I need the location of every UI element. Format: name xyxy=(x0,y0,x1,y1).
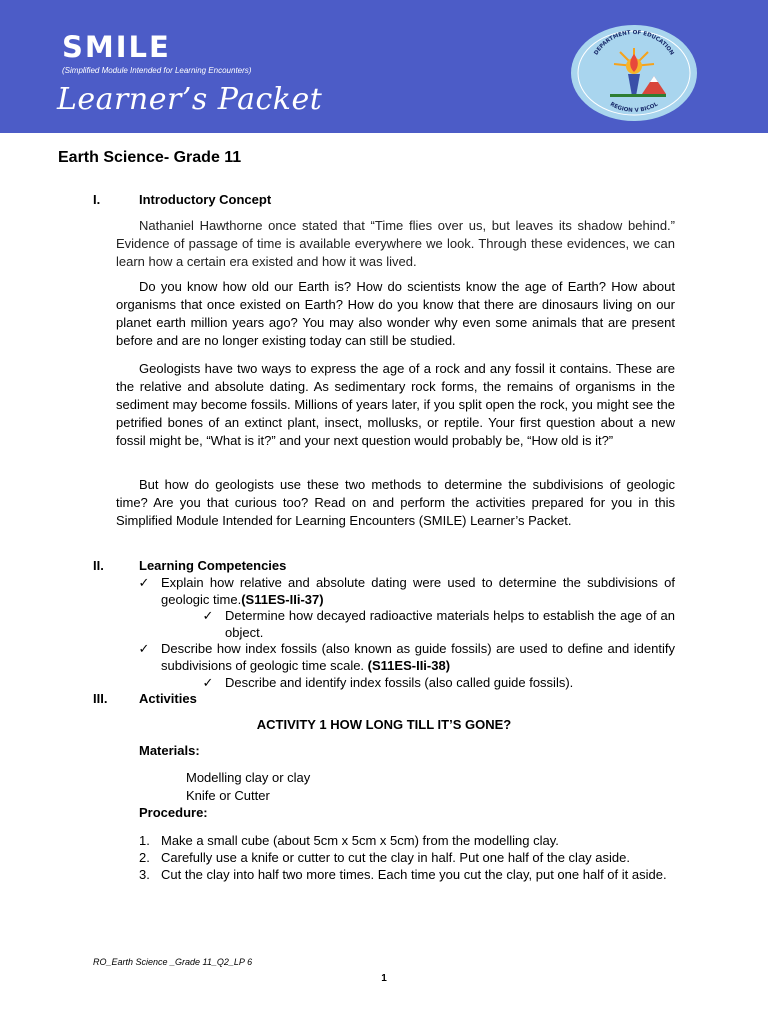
intro-paragraph-2: Do you know how old our Earth is? How do scientists know the age of Earth? How about organisms that once existed on Earth? How do you know that there are dinosaurs living on our planet earth million years ago? You may also wonder why even some animals that are present before and are no longer existing today can still be studied. xyxy=(116,279,675,348)
section-title-activities: Activities xyxy=(139,691,197,706)
seal-top-text: DEPARTMENT OF EDUCATION xyxy=(593,29,675,57)
section-title-learning-competencies: Learning Competencies xyxy=(139,558,287,573)
section-number-2: II. xyxy=(93,558,104,573)
packet-title: Learner’s Packet xyxy=(57,82,323,117)
activity-title: ACTIVITY 1 HOW LONG TILL IT’S GONE? xyxy=(256,717,512,732)
check-icon: ✓ xyxy=(202,675,214,690)
procedure-step: 2. Carefully use a knife or cutter to cut the clay in half. Put one half of the clay aside. xyxy=(139,850,630,865)
material-item: Modelling clay or clay xyxy=(186,770,311,785)
brand-title: SMILE xyxy=(62,30,171,64)
competency-subitem: ✓ Determine how decayed radioactive materials helps to establish the age of an object. xyxy=(202,608,675,640)
competency-item: ✓ Explain how relative and absolute dating were used to determine the subdivisions of geologic time.(S11ES-IIi-37) xyxy=(138,575,675,607)
header-banner xyxy=(0,0,768,133)
competency-code: (S11ES-IIi-37) xyxy=(241,592,324,607)
competency-item: ✓ Describe how index fossils (also known as guide fossils) are used to define and identify subdivisions of geologic time scale. (S11ES-IIi-38) xyxy=(138,641,675,673)
intro-paragraph-4: But how do geologists use these two methods to determine the subdivisions of geologic time? Are you that curious too? Read on and perform the activities prepared for you in this Simplified Module Intended for Learning Encounters (SMILE) Learner’s Packet. xyxy=(116,477,675,528)
competency-subitem: ✓ Describe and identify index fossils (also called guide fossils). xyxy=(202,675,574,690)
seal-bottom-text: REGION V BICOL xyxy=(608,101,660,114)
section-title-introductory-concept: Introductory Concept xyxy=(139,192,272,207)
material-item: Knife or Cutter xyxy=(186,788,270,803)
intro-paragraph-3: Geologists have two ways to express the age of a rock and any fossil it contains. These are the relative and absolute dating. As sedimentary rock forms, the remains of organisms in the sediment may become fossils. Millions of years later, if you split open the rock, you might see the petrified bones of an extinct plant, insect, mollusks, or reptile. Your first question about a new fossil might be, “What is it?” and your next question would probably be, “How old is it?” xyxy=(116,361,675,448)
check-icon: ✓ xyxy=(138,641,150,656)
page-number: 1 xyxy=(381,973,387,984)
procedure-step: 1. Make a small cube (about 5cm x 5cm x 5cm) from the modelling clay. xyxy=(139,833,559,848)
procedure-label: Procedure: xyxy=(139,805,208,820)
competency-code: (S11ES-IIi-38) xyxy=(367,658,451,673)
check-icon: ✓ xyxy=(138,575,150,590)
deped-seal-logo xyxy=(570,24,698,122)
check-icon: ✓ xyxy=(202,608,214,623)
procedure-step: 3. Cut the clay into half two more times. Each time you cut the clay, put one half of it aside. xyxy=(139,867,667,882)
section-number-3: III. xyxy=(93,691,108,706)
document-title: Earth Science- Grade 11 xyxy=(58,149,242,166)
section-number-1: I. xyxy=(93,192,101,207)
intro-paragraph-1: Nathaniel Hawthorne once stated that “Time flies over us, but leaves its shadow behind.” Evidence of passage of time is available everywhere we look. Through these evidences, we can learn how a certain era existed and how it was lived. xyxy=(116,218,675,269)
materials-label: Materials: xyxy=(139,743,200,758)
footer-note: RO_Earth Science _Grade 11_Q2_LP 6 xyxy=(93,957,253,967)
brand-subtitle: (Simplified Module Intended for Learning Encounters) xyxy=(62,66,252,75)
